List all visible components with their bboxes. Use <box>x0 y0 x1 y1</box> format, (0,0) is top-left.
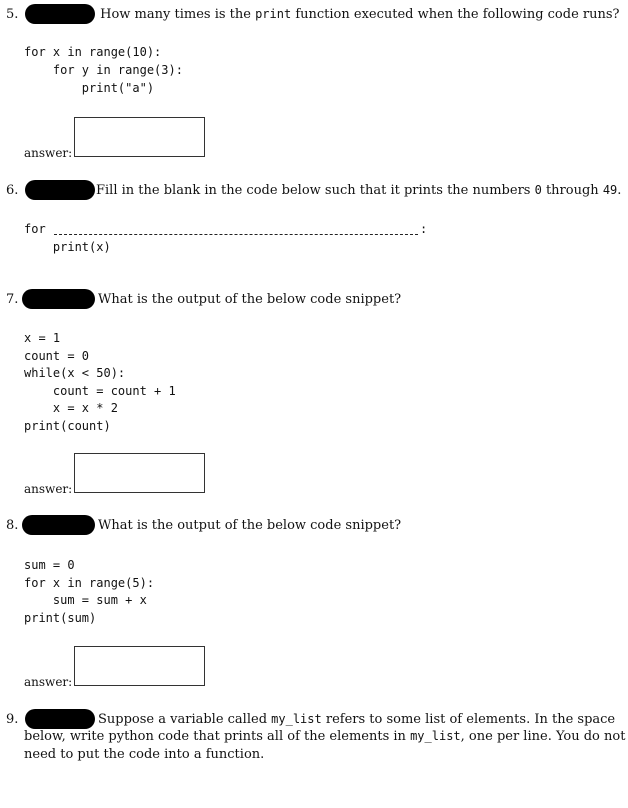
question-number: 6. <box>6 183 19 198</box>
answer-box[interactable] <box>74 453 205 493</box>
code-line: print(x) <box>24 240 111 254</box>
code-line: for y in range(3): <box>24 63 183 77</box>
question-number: 7. <box>6 292 19 307</box>
code-line: sum = sum + x <box>24 593 147 607</box>
redacted-points <box>25 709 95 729</box>
code-line: print("a") <box>24 81 155 95</box>
redacted-points <box>22 515 95 535</box>
fill-in-blank[interactable] <box>54 234 418 235</box>
question-number: 5. <box>6 7 19 22</box>
code-line: count = count + 1 <box>24 384 176 398</box>
code-line: print(count) <box>24 419 111 433</box>
code-line: for x in range(5): <box>24 576 155 590</box>
question-number: 8. <box>6 518 19 533</box>
question-text: What is the output of the below code snippet? <box>98 292 402 307</box>
code-line: print(sum) <box>24 611 97 625</box>
code-colon: : <box>420 222 428 236</box>
question-text-line-2: below, write python code that prints all of the elements in my_list, one per line. You do not <box>24 729 626 744</box>
question-number: 9. <box>6 712 19 727</box>
code-line: for x in range(10): <box>24 45 162 59</box>
code-line: count = 0 <box>24 349 90 363</box>
answer-label: answer: <box>24 146 73 160</box>
question-text: Fill in the blank in the code below such that it prints the numbers 0 through 49. <box>96 183 622 198</box>
question-text-line-3: need to put the code into a function. <box>24 747 265 762</box>
answer-label: answer: <box>24 482 73 496</box>
redacted-points <box>22 289 95 309</box>
answer-box[interactable] <box>74 117 205 157</box>
redacted-points <box>25 180 95 200</box>
code-line: while(x < 50): <box>24 366 126 380</box>
code-line: x = x * 2 <box>24 401 118 415</box>
question-text: How many times is the print function executed when the following code runs? <box>96 7 620 22</box>
code-line: sum = 0 <box>24 558 75 572</box>
code-line: x = 1 <box>24 331 61 345</box>
code-for-keyword: for <box>24 222 46 236</box>
answer-box[interactable] <box>74 646 205 686</box>
question-text-line-1: Suppose a variable called my_list refers to some list of elements. In the space <box>98 712 616 727</box>
answer-label: answer: <box>24 675 73 689</box>
redacted-points <box>25 4 95 24</box>
question-text: What is the output of the below code snippet? <box>98 518 402 533</box>
